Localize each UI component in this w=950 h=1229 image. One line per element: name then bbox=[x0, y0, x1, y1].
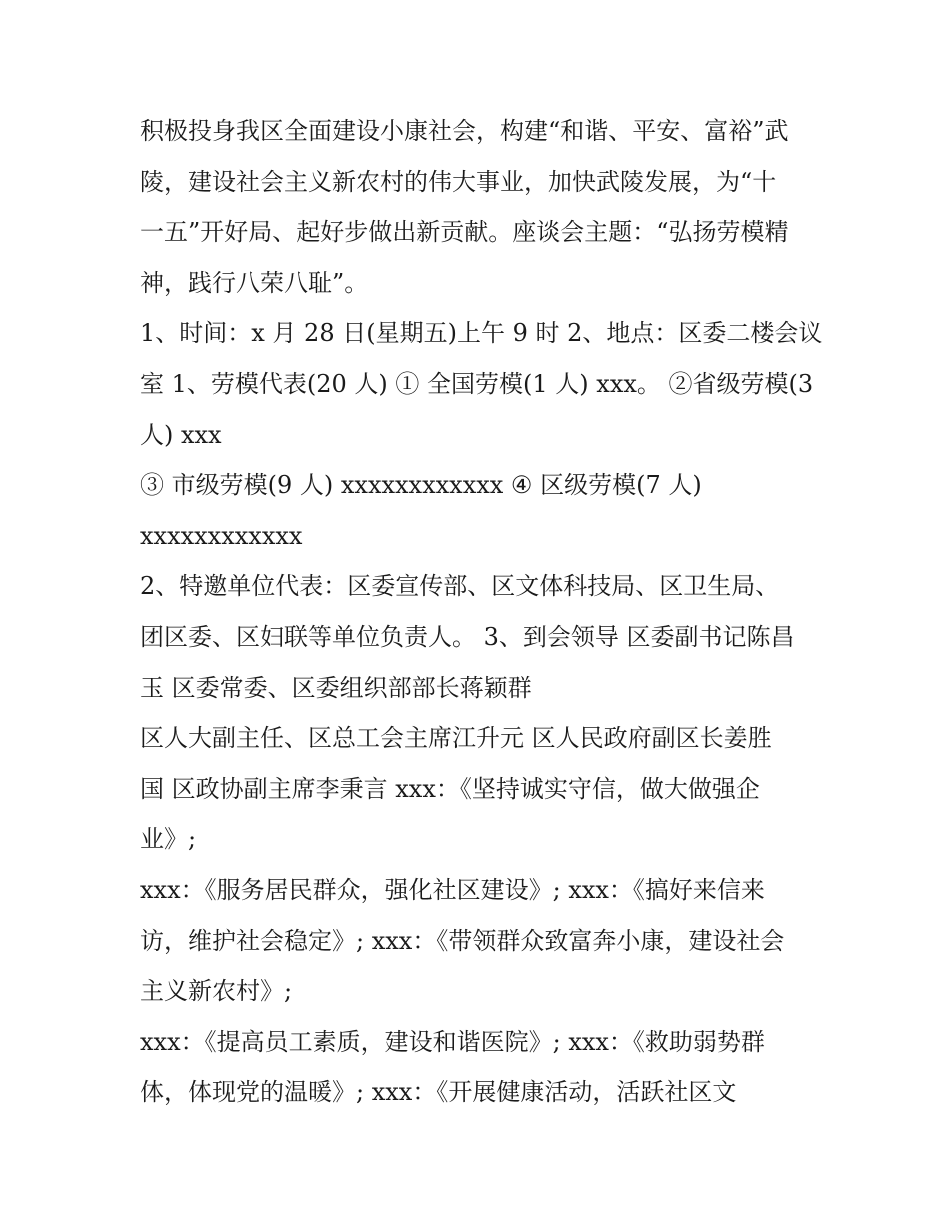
document-body bbox=[140, 106, 823, 1118]
text-line: 神，践行八荣八耻”。 bbox=[140, 268, 369, 297]
text-line: 1、时间：x 月 28 日(星期五)上午 9 时 2、地点：区委二楼会议 bbox=[140, 319, 823, 348]
text-line: xxx：《服务居民群众，强化社区建设》; xxx：《搞好来信来 bbox=[140, 875, 765, 904]
text-line: 访，维护社会稳定》; xxx：《带领群众致富奔小康，建设社会 bbox=[140, 926, 785, 955]
text-line: 主义新农村》; bbox=[140, 977, 293, 1006]
text-line: 一五”开好局、起好步做出新贡献。座谈会主题：“弘扬劳模精 bbox=[140, 218, 789, 247]
text-line: xxx：《提高员工素质，建设和谐医院》; xxx：《救助弱势群 bbox=[140, 1027, 765, 1056]
text-line: 陵，建设社会主义新农村的伟大事业，加快武陵发展，为“十 bbox=[140, 167, 777, 196]
text-line: 玉 区委常委、区委组织部部长蒋颖群 bbox=[140, 673, 532, 702]
text-line: 人) xxx bbox=[140, 420, 222, 449]
text-line: 国 区政协副主席李秉言 xxx：《坚持诚实守信，做大做强企 bbox=[140, 774, 760, 803]
text-line: 积极投身我区全面建设小康社会，构建“和谐、平安、富裕”武 bbox=[140, 117, 789, 145]
text-line: 业》; bbox=[140, 825, 197, 854]
text-line: ③ 市级劳模(9 人) xxxxxxxxxxxx ④ 区级劳模(7 人) bbox=[140, 471, 702, 500]
text-line: 体，体现党的温暖》; xxx：《开展健康活动，活跃社区文 bbox=[140, 1078, 737, 1107]
text-line: 2、特邀单位代表：区委宣传部、区文体科技局、区卫生局、 bbox=[140, 572, 780, 601]
text-line: 区人大副主任、区总工会主席江升元 区人民政府副区长姜胜 bbox=[140, 724, 772, 753]
text-line: 室 1、劳模代表(20 人) ① 全国劳模(1 人) xxx。 ②省级劳模(3 bbox=[140, 369, 814, 398]
text-line: 团区委、区妇联等单位负责人。 3、到会领导 区委副书记陈昌 bbox=[140, 622, 795, 651]
text-line: xxxxxxxxxxxx bbox=[140, 521, 303, 550]
